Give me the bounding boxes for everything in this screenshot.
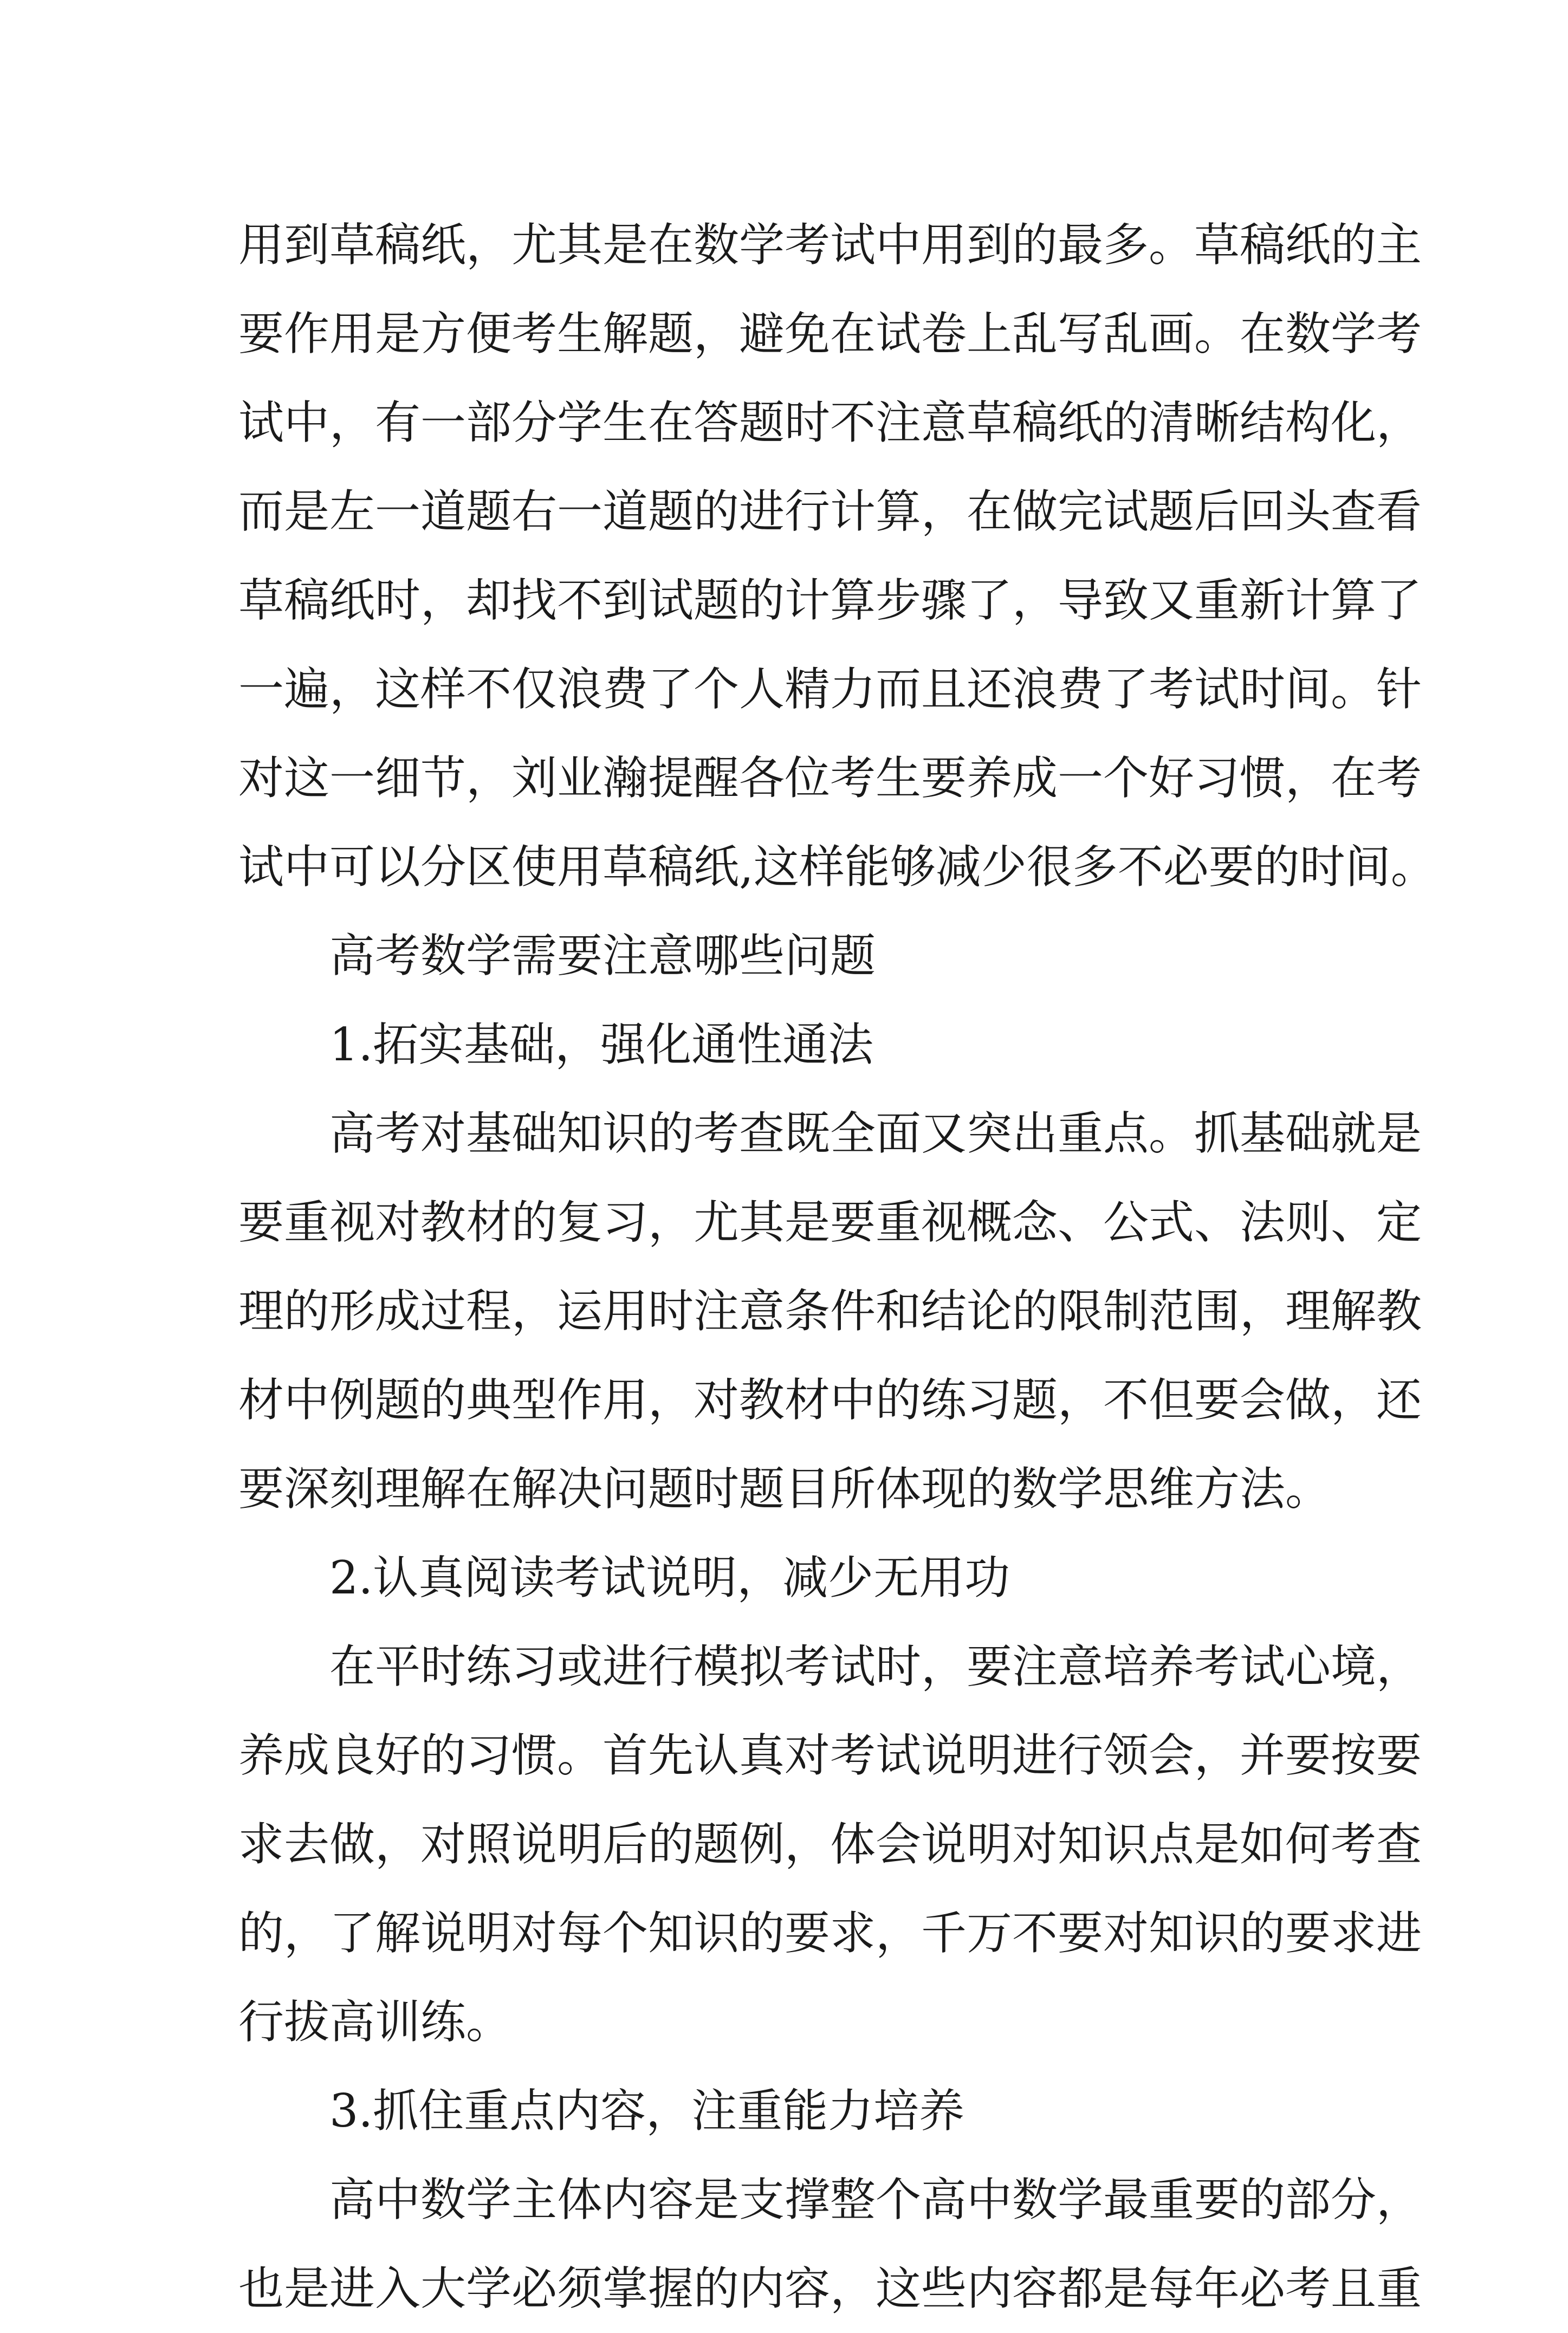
text-line: 试中可以分区使用草稿纸,这样能够减少很多不必要的时间。 <box>238 840 1436 893</box>
text-line: 而是左一道题右一道题的进行计算，在做完试题后回头查看 <box>238 485 1422 538</box>
text-line: 要深刻理解在解决问题时题目所体现的数学思维方法。 <box>238 1462 1331 1515</box>
text-line: 高中数学主体内容是支撑整个高中数学最重要的部分， <box>329 2173 1422 2226</box>
text-line: 养成良好的习惯。首先认真对考试说明进行领会，并要按要 <box>238 1729 1422 1782</box>
subsection-heading: 3.抓住重点内容，注重能力培养 <box>329 2084 965 2137</box>
text-line: 要重视对教材的复习，尤其是要重视概念、公式、法则、定 <box>238 1196 1422 1249</box>
text-line: 材中例题的典型作用，对教材中的练习题，不但要会做，还 <box>238 1373 1422 1427</box>
section-heading: 高考数学需要注意哪些问题 <box>329 929 876 982</box>
text-line: 理的形成过程，运用时注意条件和结论的限制范围，理解教 <box>238 1285 1422 1338</box>
text-line: 要作用是方便考生解题，避免在试卷上乱写乱画。在数学考 <box>238 307 1422 360</box>
body-text <box>238 200 1436 2333</box>
subsection-heading: 1.拓实基础，强化通性通法 <box>329 1018 874 1071</box>
text-line: 用到草稿纸，尤其是在数学考试中用到的最多。草稿纸的主 <box>238 218 1422 271</box>
text-line: 对这一细节，刘业瀚提醒各位考生要养成一个好习惯，在考 <box>238 751 1422 805</box>
text-line: 的，了解说明对每个知识的要求，千万不要对知识的要求进 <box>238 1907 1422 1960</box>
subsection-heading: 2.认真阅读考试说明，减少无用功 <box>329 1551 1010 1604</box>
text-line: 求去做，对照说明后的题例，体会说明对知识点是如何考查 <box>238 1818 1422 1871</box>
text-line: 草稿纸时，却找不到试题的计算步骤了，导致又重新计算了 <box>238 574 1422 627</box>
text-line: 高考对基础知识的考查既全面又突出重点。抓基础就是 <box>329 1107 1422 1160</box>
text-line: 试中，有一部分学生在答题时不注意草稿纸的清晰结构化， <box>238 396 1422 449</box>
text-line: 行拔高训练。 <box>238 1995 512 2049</box>
text-line: 也是进入大学必须掌握的内容，这些内容都是每年必考且重 <box>238 2262 1422 2315</box>
text-line: 一遍，这样不仅浪费了个人精力而且还浪费了考试时间。针 <box>238 663 1422 716</box>
text-line: 在平时练习或进行模拟考试时，要注意培养考试心境， <box>329 1640 1422 1693</box>
